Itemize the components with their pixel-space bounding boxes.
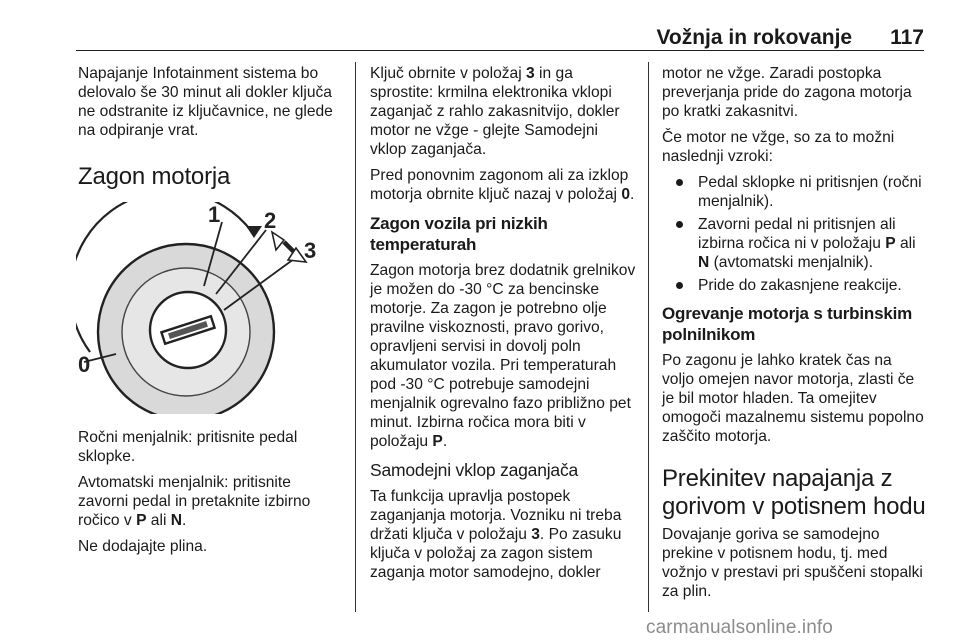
bullet-icon xyxy=(676,179,683,186)
rotation-arrow-icon xyxy=(246,226,262,238)
subheading-auto-start: Samodejni vklop zaganjača xyxy=(370,460,579,480)
section-heading-fuel-cut: Prekinitev napajanja z gorivom v potisnem hodu xyxy=(662,465,926,520)
restart-paragraph: Pred ponovnim zagonom ali za izklop motorja obrnite ključ nazaj v položaj 0. xyxy=(370,167,635,203)
position-label-0: 0 xyxy=(78,352,91,377)
low-temperature-paragraph: Zagon motorja brez dodatnik grelnikov je možen do -30 °C za bencinske motorje. Za zagon je potrebno olje pravilne viskoznosti, pravo gorivo, opravljeni servisi in dovolj poln akumulator vozila. Pri temperaturah pod -30 °C potrebuje samodejni menjalnik ogrevalno fazo približno pet minut. Izbirna ročica mora biti v položaju P. xyxy=(370,262,636,450)
section-heading-engine-start: Zagon motorja xyxy=(78,163,231,190)
spring-arrow-head-up xyxy=(272,232,284,250)
ignition-switch-figure xyxy=(76,202,338,414)
list-item: Pedal sklopke ni pritisnjen (ročni menjalnik). xyxy=(662,173,926,211)
column-1 xyxy=(78,64,344,563)
fuel-cut-paragraph: Dovajanje goriva se samodejno prekine v potisnem hodu, tj. med vožnjo v prestavi pri spuščeni stopalki za plin. xyxy=(662,526,923,600)
column-3 xyxy=(662,64,926,608)
infotainment-paragraph: Napajanje Infotainment sistema bo delovalo še 30 minut ali dokler ključa ne odstranite iz ključavnice, ne glede na odpiranje vrat. xyxy=(78,65,333,139)
ignition-switch-diagram-icon xyxy=(76,202,338,414)
column-divider-2 xyxy=(648,62,649,612)
page-header-title: Vožnja in rokovanje xyxy=(656,26,853,49)
position-label-1: 1 xyxy=(208,202,221,227)
subheading-turbo-warmup: Ogrevanje motorja s turbinskim polnilnikom xyxy=(662,304,913,344)
turbo-paragraph: Po zagonu je lahko kratek čas na voljo omejen navor motorja, zlasti če je bil motor hladen. Ta omejitev omogoči mazalnemu sistemu popolno zaščito motorja. xyxy=(662,352,924,445)
column-divider-1 xyxy=(355,62,356,612)
auto-start-paragraph: Ta funkcija upravlja postopek zaganjanja motorja. Vozniku ni treba držati ključa v položaju 3. Po zasuku ključa v položaj za zagon sistem zaganja motor samodejno, dokler xyxy=(370,488,622,581)
page-number: 117 xyxy=(890,26,924,49)
list-item: Pride do zakasnjene reakcije. xyxy=(662,276,926,295)
causes-list xyxy=(662,173,926,295)
causes-intro-paragraph: Če motor ne vžge, so za to možni naslednji vzroki: xyxy=(662,129,895,165)
no-gas-paragraph: Ne dodajajte plina. xyxy=(78,538,208,555)
list-item: Zavorni pedal ni pritisnjen ali izbirna ročica ni v položaju P ali N (avtomatski menjalnik). xyxy=(662,215,926,272)
position-label-3: 3 xyxy=(304,238,317,263)
automatic-transmission-paragraph: Avtomatski menjalnik: pritisnite zavorni pedal in pretaknite izbirno ročico v P ali N. xyxy=(78,474,311,529)
bullet-icon xyxy=(676,221,683,228)
watermark: carmanualsonline.info xyxy=(646,617,833,638)
manual-transmission-paragraph: Ročni menjalnik: pritisnite pedal sklopke. xyxy=(78,429,298,465)
turn-key-paragraph: Ključ obrnite v položaj 3 in ga sprostite: krmilna elektronika vklopi zaganjač z rahlo zakasnitvijo, dokler motor ne vžge - glejte Samodejni vklop zaganjača. xyxy=(370,65,620,158)
column-2 xyxy=(370,64,636,589)
position-label-2: 2 xyxy=(264,208,277,233)
subheading-low-temperature: Zagon vozila pri nizkih temperaturah xyxy=(370,214,548,254)
header-rule xyxy=(76,50,924,51)
engine-check-paragraph: motor ne vžge. Zaradi postopka preverjanja pride do zagona motorja po kratki zakasnitvi. xyxy=(662,65,912,120)
bullet-icon xyxy=(676,282,683,289)
